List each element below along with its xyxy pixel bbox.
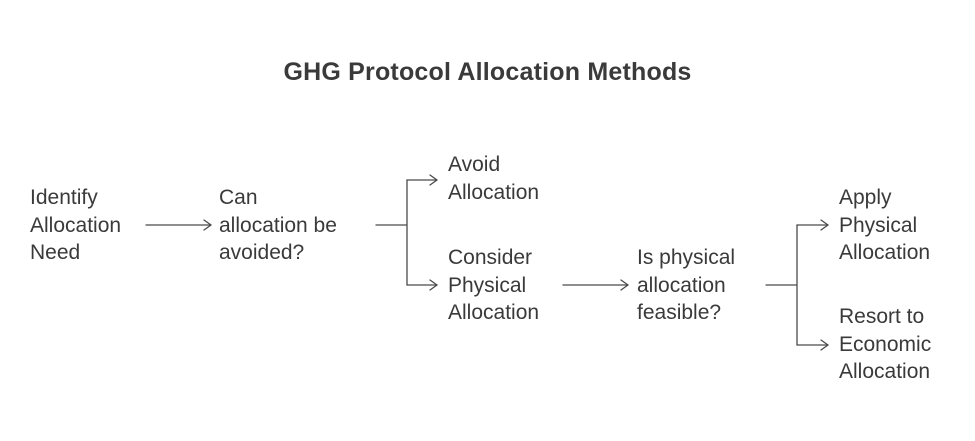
node-resort-to-economic-allocation	[839, 303, 931, 386]
branch-decision-1	[376, 180, 407, 285]
node-text-line: allocation be	[219, 213, 337, 237]
node-text-line: Resort to	[839, 305, 925, 328]
node-text-line: Allocation	[839, 360, 931, 383]
node-text-line: Allocation	[448, 180, 540, 204]
node-text-line: avoided?	[219, 241, 305, 264]
branch-decision-2	[766, 225, 797, 345]
diagram-title: GHG Protocol Allocation Methods	[283, 58, 692, 86]
node-text-line: Allocation	[448, 301, 540, 324]
node-identify-allocation-need	[30, 184, 121, 267]
node-can-allocation-be-avoided	[219, 184, 337, 267]
node-text-line: Physical	[839, 213, 918, 237]
node-text-line: Economic	[839, 332, 932, 356]
node-is-physical-allocation-feasible	[637, 244, 735, 327]
node-text-line: Apply	[839, 186, 892, 209]
node-apply-physical-allocation	[839, 184, 930, 267]
node-text-line: Physical	[448, 273, 527, 297]
node-text-line: Consider	[448, 246, 533, 269]
node-avoid-allocation	[448, 151, 539, 206]
node-text-line: Can	[219, 186, 258, 209]
node-text-line: Need	[30, 241, 81, 264]
node-text-line: Allocation	[30, 213, 122, 237]
node-text-line: Identify	[30, 186, 98, 209]
node-text-line: allocation	[637, 273, 726, 297]
node-text-line: Is physical	[637, 246, 736, 269]
node-text-line: Avoid	[448, 153, 501, 176]
node-text-line: feasible?	[637, 301, 722, 324]
node-text-line: Allocation	[839, 241, 931, 264]
node-consider-physical-allocation	[448, 244, 539, 327]
